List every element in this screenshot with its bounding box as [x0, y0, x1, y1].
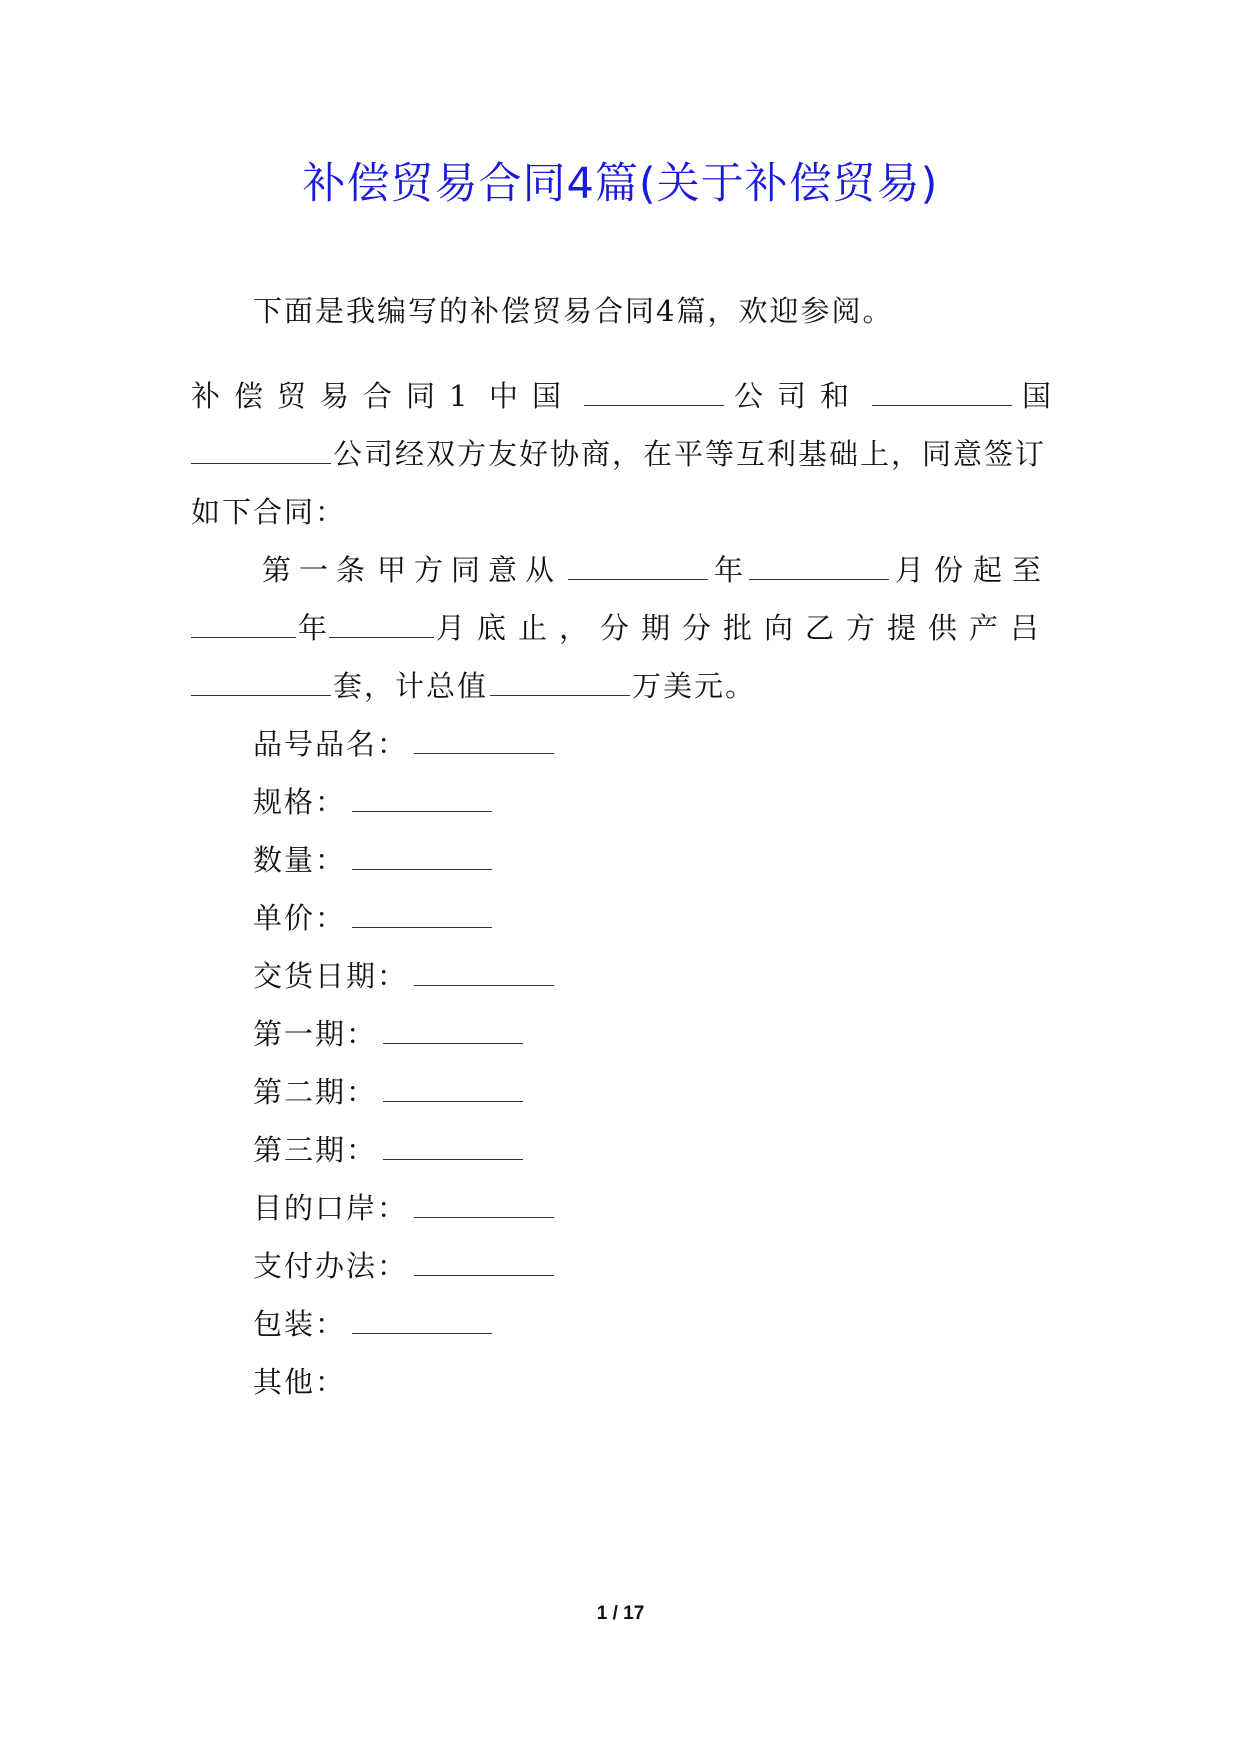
field-item [253, 898, 494, 938]
blank-field[interactable] [568, 577, 708, 580]
field-label: 支付办法： [253, 1249, 409, 1283]
page-indicator: 1 / 17 [596, 1603, 645, 1624]
field-item [253, 724, 556, 764]
article-label: 第一条 [262, 553, 374, 587]
blank-field[interactable] [414, 983, 554, 986]
article-1-line-3 [191, 666, 1051, 706]
blank-field[interactable] [584, 403, 724, 406]
article-text: 月底止，分期分批向乙方提供产吕 [435, 611, 1051, 645]
field-item [253, 1304, 494, 1344]
field-label: 单价： [253, 901, 347, 935]
field-item [253, 782, 494, 822]
article-text: 甲方同意从 [377, 553, 563, 587]
field-label: 其他： [253, 1365, 347, 1399]
blank-field[interactable] [749, 577, 889, 580]
blank-field[interactable] [352, 1331, 492, 1334]
blank-field[interactable] [383, 1157, 523, 1160]
field-label: 第二期： [253, 1075, 378, 1109]
field-item [253, 1072, 525, 1112]
article-1-line-1 [262, 550, 1051, 590]
field-label: 规格： [253, 785, 347, 819]
contract-heading: 补偿贸易合同1 [191, 379, 482, 413]
article-1-line-2 [191, 608, 1051, 648]
field-item [253, 956, 556, 996]
blank-field[interactable] [191, 461, 331, 464]
field-item [253, 1188, 556, 1228]
blank-field[interactable] [352, 809, 492, 812]
blank-field[interactable] [191, 635, 296, 638]
field-label: 第一期： [253, 1017, 378, 1051]
field-label: 目的口岸： [253, 1191, 409, 1225]
field-item [253, 1014, 525, 1054]
field-label: 交货日期： [253, 959, 409, 993]
company-and-label: 公司和 [733, 379, 863, 413]
nation-label: 国 [1021, 379, 1051, 413]
field-label: 品号品名： [253, 727, 409, 761]
blank-field[interactable] [191, 693, 331, 696]
blank-field[interactable] [352, 925, 492, 928]
blank-field[interactable] [383, 1041, 523, 1044]
document-title: 补偿贸易合同4篇(关于补偿贸易) [302, 159, 939, 209]
blank-field[interactable] [329, 635, 434, 638]
field-item [253, 1130, 525, 1170]
country-label: 中国 [488, 379, 575, 413]
field-item [253, 840, 494, 880]
blank-field[interactable] [414, 751, 554, 754]
blank-field[interactable] [352, 867, 492, 870]
contract-line-3: 如下合同： [191, 495, 347, 529]
year-label: 年 [713, 553, 743, 587]
sets-label: 套，计总值 [333, 669, 489, 703]
blank-field[interactable] [490, 693, 630, 696]
blank-field[interactable] [872, 403, 1012, 406]
blank-field[interactable] [414, 1273, 554, 1276]
field-label: 数量： [253, 843, 347, 877]
blank-field[interactable] [383, 1099, 523, 1102]
year-label: 年 [297, 611, 327, 645]
amount-label: 万美元。 [632, 669, 757, 703]
month-from-label: 月份起至 [894, 553, 1051, 587]
field-label: 第三期： [253, 1133, 378, 1167]
contract-line-2 [191, 434, 1051, 474]
intro-paragraph: 下面是我编写的补偿贸易合同4篇，欢迎参阅。 [253, 294, 894, 328]
blank-field[interactable] [414, 1215, 554, 1218]
contract-heading-line [191, 376, 1051, 416]
field-item [253, 1362, 346, 1402]
contract-text: 公司经双方友好协商，在平等互利基础上，同意签订 [333, 437, 1047, 471]
field-item [253, 1246, 556, 1286]
field-label: 包装： [253, 1307, 347, 1341]
